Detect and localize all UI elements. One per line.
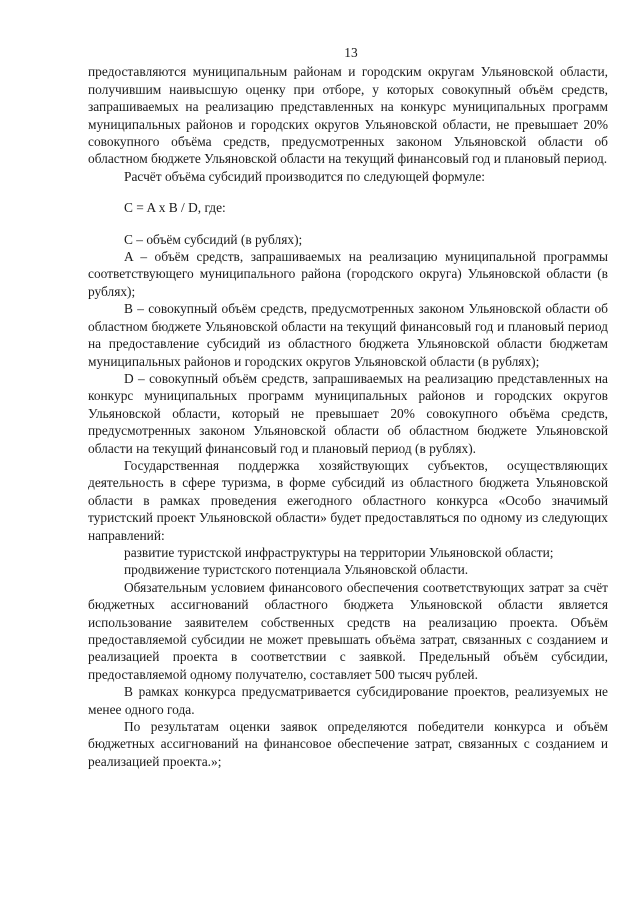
formula: C = A x B / D, где: (124, 200, 226, 216)
paragraph-subsidy-recipients: предоставляются муниципальным районам и городским округам Ульяновской области, получившим наивысшую оценку при отборе, у которых совокупный объём средств, запрашиваемых на реализацию представленных на конкурс муниципальных программ муниципальных районов и городских округов Ульяновской области, не превышает 20% совокупного объёма средств, предусмотренных законом Ульяновской области об областном бюджете Ульяновской области на текущий финансовый год и плановый период. (88, 64, 608, 167)
definition-b: B – совокупный объём средств, предусмотренных законом Ульяновской области об областном бюджете Ульяновской области на текущий финансовый год и плановый период на предоставление субсидий из областного бюджета Ульяновской области бюджетам муниципальных районов и городских округов Ульяновской области (в рублях); (88, 301, 608, 369)
paragraph-formula-intro: Расчёт объёма субсидий производится по следующей формуле: (124, 168, 486, 184)
document-page (88, 44, 608, 770)
page-number: 13 (344, 45, 358, 60)
definition-a: A – объём средств, запрашиваемых на реализацию муниципальной программы соответствующего муниципального района (городского округа) Ульяновской области (в рублях); (88, 249, 608, 299)
paragraph-direction-promotion: продвижение туристского потенциала Ульяновской области. (124, 562, 469, 578)
paragraph-state-support: Государственная поддержка хозяйствующих субъектов, осуществляющих деятельность в сфере туризма, в форме субсидий из областного бюджета Ульяновской области в рамках проведения ежегодного областного конкурса «Особо значимый туристский проект Ульяновской области» будет предоставляться по одному из следующих направлений: (88, 457, 608, 543)
definition-c: C – объём субсидий (в рублях); (124, 231, 303, 247)
definition-d: D – совокупный объём средств, запрашиваемых на реализацию представленных на конкурс муниципальных программ муниципальных районов и городских округов Ульяновской области, который не превышает 20% совокупного объёма средств, предусмотренных законом Ульяновской области об областном бюджете Ульяновской области на текущий финансовый год и плановый период (в рублях). (88, 370, 608, 456)
paragraph-project-duration: В рамках конкурса предусматривается субсидирование проектов, реализуемых не менее одного года. (88, 684, 608, 717)
paragraph-evaluation-results: По результатам оценки заявок определяются победители конкурса и объём бюджетных ассигнований на финансовое обеспечение затрат, связанных с созданием и реализацией проекта.»; (88, 719, 608, 769)
paragraph-direction-infrastructure: развитие туристской инфраструктуры на территории Ульяновской области; (124, 544, 554, 560)
paragraph-mandatory-condition: Обязательным условием финансового обеспечения соответствующих затрат за счёт бюджетных ассигнований областного бюджета Ульяновской области является использование заявителем собственных средств на реализацию проекта. Объём предоставляемой субсидии не может превышать объёма затрат, связанных с созданием и реализацией проекта в соответствии с заявкой. Предельный объём субсидии, предоставляемой одному получателю, составляет 500 тысяч рублей. (88, 579, 608, 682)
